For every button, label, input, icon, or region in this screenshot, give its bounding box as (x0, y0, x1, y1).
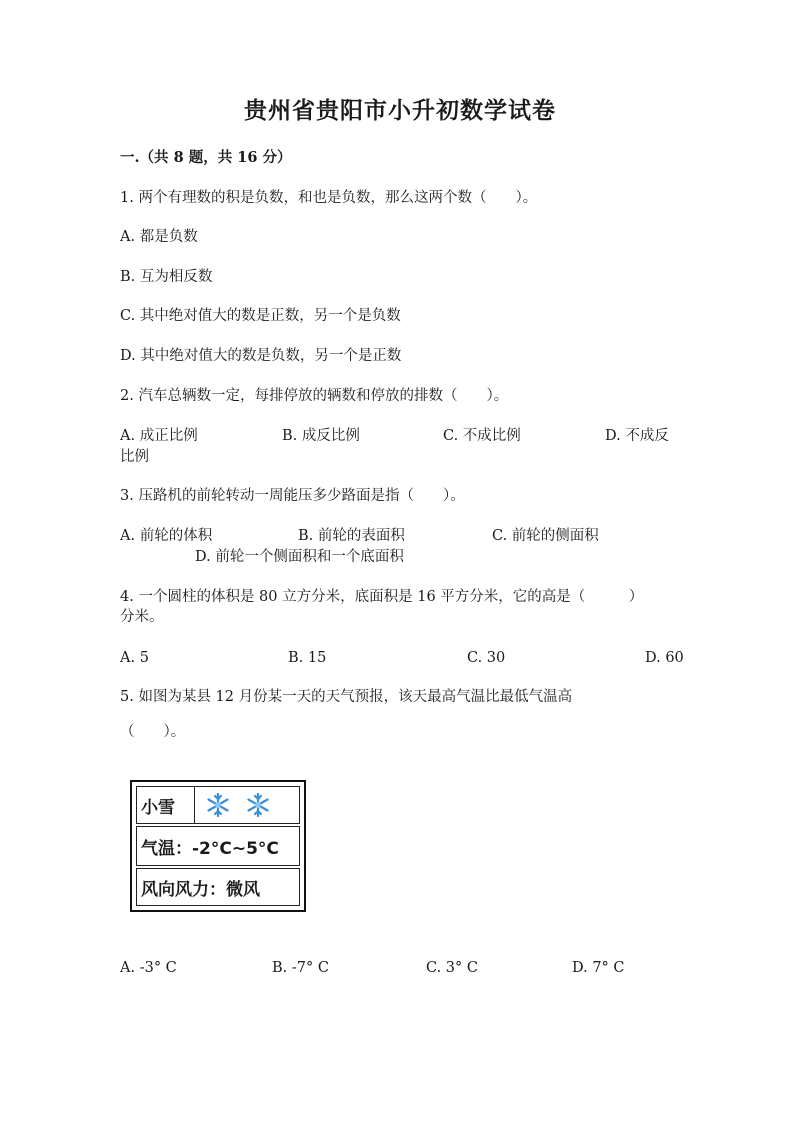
question-3-option-c: C. 前轮的侧面积 (492, 528, 599, 544)
question-5-stem: 5. 如图为某县 12 月份某一天的天气预报，该天最高气温比最低气温高 (120, 689, 573, 705)
weather-row-temperature (136, 826, 300, 866)
question-4-option-a: A. 5 (120, 650, 149, 666)
question-5-option-c: C. 3° C (426, 960, 478, 976)
question-5-stem-continued: （ ）。 (120, 724, 186, 740)
question-4-option-c: C. 30 (467, 650, 506, 666)
question-4-option-d: D. 60 (645, 650, 684, 666)
question-2-option-d-continued: 比例 (120, 449, 149, 465)
question-1-stem: 1. 两个有理数的积是负数，和也是负数，那么这两个数（ ）。 (120, 190, 538, 206)
question-1-option-c: C. 其中绝对值大的数是正数，另一个是负数 (120, 308, 401, 324)
weather-forecast-figure (130, 780, 306, 912)
question-3-option-b: B. 前轮的表面积 (298, 528, 405, 544)
question-4-stem-continued: 分米。 (120, 609, 164, 625)
weather-row-wind (136, 868, 300, 906)
question-4-option-b: B. 15 (288, 650, 327, 666)
question-1-option-d: D. 其中绝对值大的数是负数，另一个是正数 (120, 348, 402, 364)
weather-condition-label: 小雪 (137, 787, 195, 823)
question-3-option-d: D. 前轮一个侧面积和一个底面积 (195, 549, 404, 565)
question-4-stem: 4. 一个圆柱的体积是 80 立方分米，底面积是 16 平方分米，它的高是（ ） (120, 589, 644, 605)
section-header: 一.（共 8 题，共 16 分） (120, 149, 292, 166)
question-5-option-b: B. -7° C (272, 960, 329, 976)
snowflake-icon (245, 792, 271, 818)
snowflake-icon (205, 792, 231, 818)
question-1-option-a: A. 都是负数 (120, 229, 198, 245)
question-3-stem: 3. 压路机的前轮转动一周能压多少路面是指（ ）。 (120, 488, 465, 504)
question-2-stem: 2. 汽车总辆数一定，每排停放的辆数和停放的排数（ ）。 (120, 388, 509, 404)
question-2-option-b: B. 成反比例 (282, 428, 360, 444)
weather-wind: 风向风力：微风 (141, 879, 260, 900)
weather-icons (195, 792, 271, 818)
weather-temperature: 气温：-2°C~5°C (141, 838, 279, 859)
question-3-option-a: A. 前轮的体积 (120, 528, 213, 544)
question-5-option-a: A. -3° C (120, 960, 177, 976)
question-2-option-c: C. 不成比例 (443, 428, 521, 444)
question-5-option-d: D. 7° C (572, 960, 625, 976)
question-2-option-a: A. 成正比例 (120, 428, 198, 444)
question-1-option-b: B. 互为相反数 (120, 269, 213, 285)
question-2-option-d: D. 不成反 (605, 428, 669, 444)
weather-row-condition (136, 786, 300, 824)
page-title: 贵州省贵阳市小升初数学试卷 (244, 97, 556, 124)
